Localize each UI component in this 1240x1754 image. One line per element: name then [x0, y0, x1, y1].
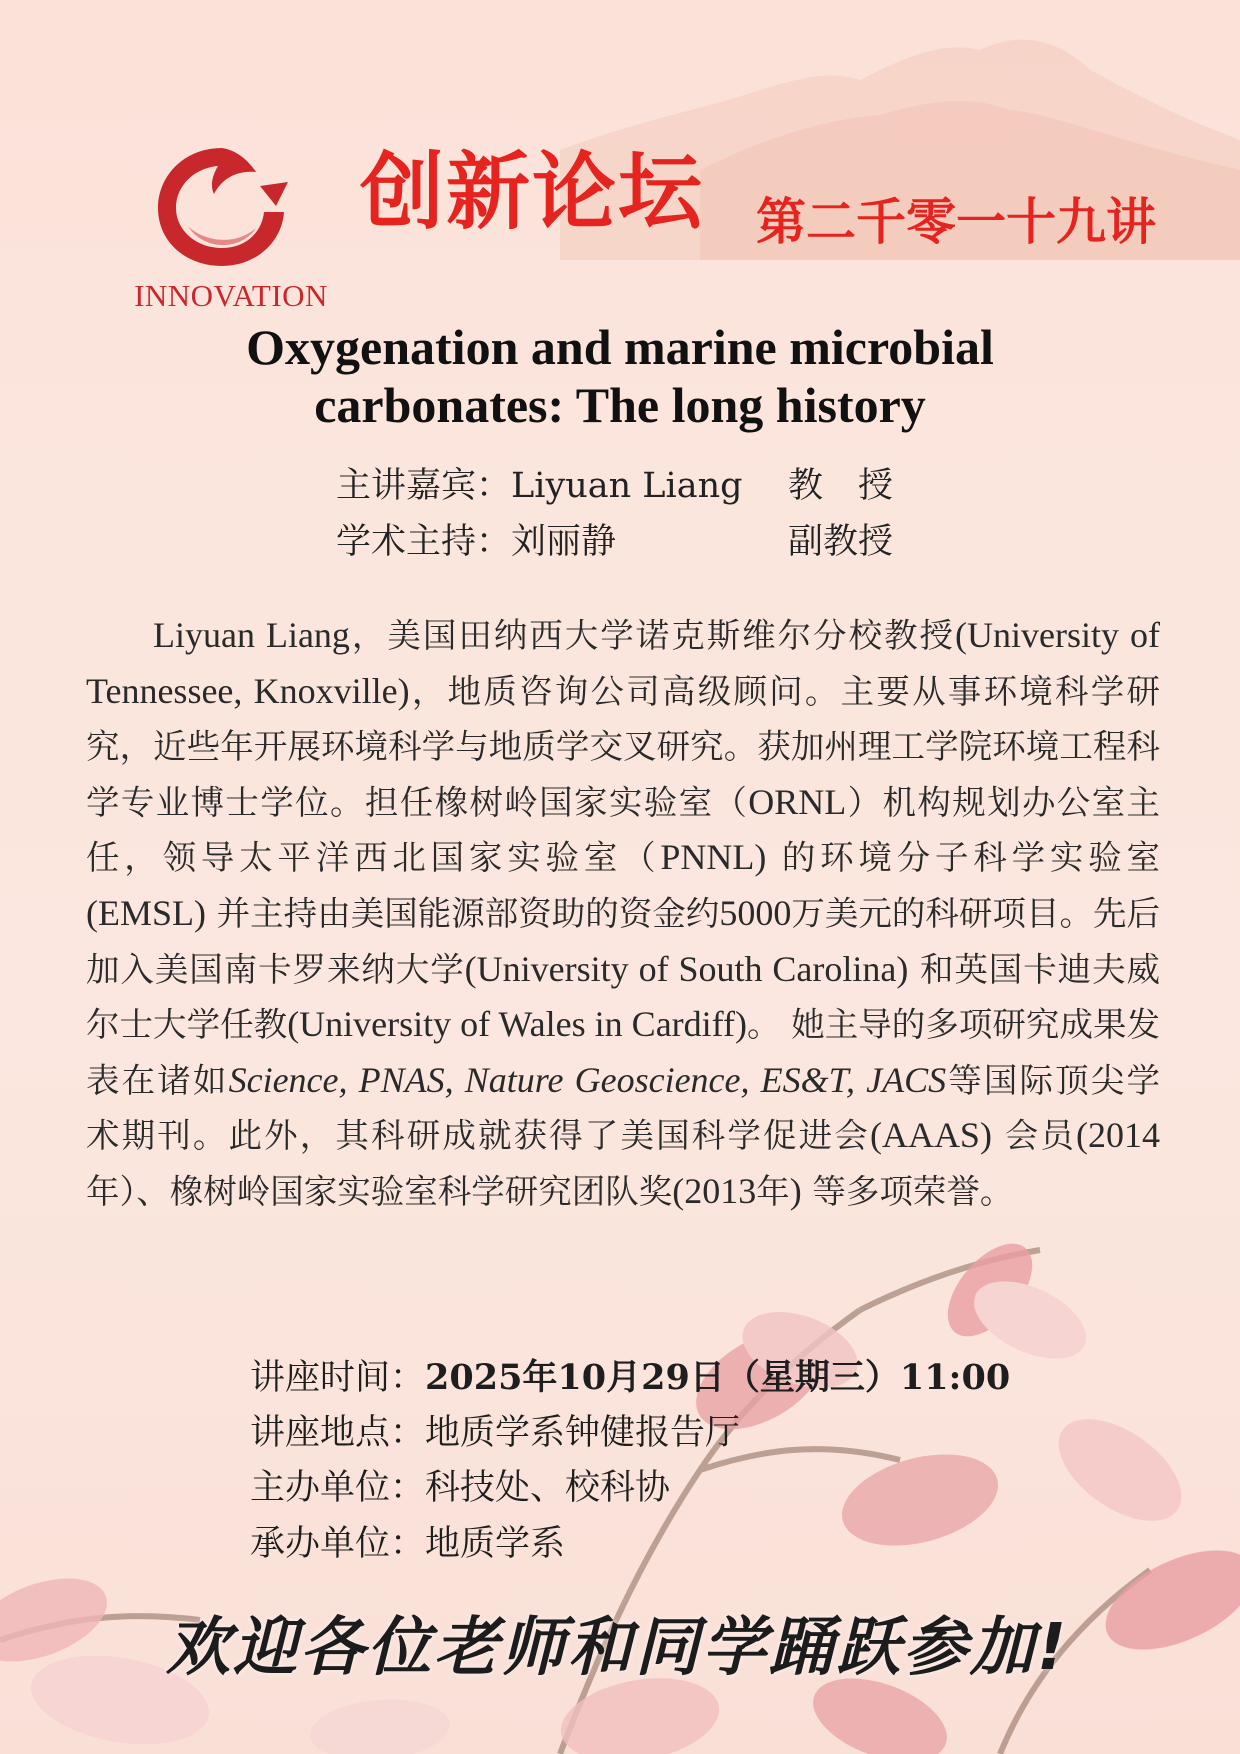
bio-text: 等国际顶尖学术期刊。此外，其科研成就获得了美国科学促进会 — [86, 1060, 1160, 1156]
innovation-swirl-icon — [152, 142, 292, 272]
host-unit-value: 地质学系 — [425, 1523, 566, 1564]
speaker-label: 主讲嘉宾： — [336, 466, 512, 506]
bio-text: (University of South Carolina) — [464, 948, 909, 989]
host-unit-row — [250, 1517, 1010, 1573]
host-row — [336, 514, 894, 570]
bio-text: ，美国田纳西大学诺克斯维尔分校教授 — [349, 616, 956, 655]
speaker-name: Liyuan Liang — [511, 466, 743, 506]
speaker-host-block — [336, 458, 894, 570]
lecture-info — [250, 1350, 1010, 1572]
organizer-value: 科技处、校科协 — [425, 1468, 671, 1508]
speaker-role: 教 授 — [788, 466, 894, 506]
organizer-label: 主办单位： — [250, 1468, 426, 1508]
bio-text: (2013 — [672, 1170, 757, 1211]
time-value: 2025年10月29日（星期三）11:00 — [425, 1357, 1011, 1398]
logo-text: INNOVATION — [134, 278, 328, 313]
bio-text: (University of Tennessee, Knoxville) — [86, 615, 1160, 711]
place-value: 地质学系钟健报告厅 — [425, 1412, 741, 1453]
lecture-number: 第二千零一十九讲 — [756, 193, 1156, 251]
bio-text: ，地质咨询公司高级顾问。主要从事环境科学研究，近些年开展环境科学与地质学交叉研究。获加州理工学院环境工程科学专业博士学位。担任橡树岭国家实验室（ — [86, 671, 1161, 822]
bio-text: (AAAS) — [869, 1115, 992, 1156]
forum-title: 创新论坛 — [360, 143, 705, 241]
time-row — [250, 1350, 1010, 1406]
host-name: 刘丽静 — [511, 522, 617, 562]
bio-text: 5000 — [719, 892, 792, 933]
speaker-biography — [86, 608, 1160, 1220]
bio-text: 会员 — [991, 1116, 1077, 1156]
bio-text: Liyuan Liang — [153, 615, 350, 655]
bio-text: 的环境分子科学实验室 — [766, 838, 1160, 878]
place-row — [250, 1406, 1010, 1462]
time-label: 讲座时间： — [250, 1358, 426, 1398]
host-role: 副教授 — [788, 522, 894, 562]
bio-text: 年）、橡树岭国家实验室科学研究团队奖 — [86, 1171, 673, 1211]
talk-title-line-1: Oxygenation and marine microbial — [246, 319, 994, 375]
bio-text: (EMSL) — [86, 892, 206, 933]
place-label: 讲座地点： — [250, 1412, 426, 1453]
host-label: 学术主持： — [336, 522, 512, 562]
bio-text: (2014 — [1076, 1115, 1161, 1156]
bio-text: 等多项荣誉。 — [801, 1171, 1014, 1211]
bio-text: (University of Wales in Cardiff) — [287, 1004, 747, 1045]
bio-text: 万美元的科研项目。先后加入美国南卡罗来纳大学 — [86, 893, 1160, 989]
bio-text: 年 — [756, 1171, 790, 1211]
bio-text: 和英国卡迪夫威尔士大学任教 — [86, 949, 1160, 1045]
bio-text: 。 她主导的多项研究成果发表在诸如 — [86, 1005, 1161, 1100]
bio-text: ）机构规划办公室主任，领导太平洋西北国家实验室（ — [86, 782, 1161, 878]
welcome-slogan: 欢迎各位老师和同学踊跃参加! — [166, 1611, 1070, 1685]
organizer-row — [250, 1461, 1010, 1517]
bio-text: PNNL) — [660, 837, 767, 878]
bio-text: ) — [789, 1170, 802, 1211]
talk-title — [120, 318, 1120, 434]
bio-text: 并主持由美国能源部资助的资金约 — [206, 893, 720, 933]
bio-text: ORNL — [748, 781, 847, 822]
journal-names: Science, PNAS, Nature Geoscience, ES&T, JACS — [228, 1059, 947, 1100]
host-unit-label: 承办单位： — [250, 1523, 426, 1564]
speaker-row — [336, 458, 894, 514]
innovation-logo — [118, 142, 344, 312]
talk-title-line-2: carbonates: The long history — [314, 377, 926, 433]
